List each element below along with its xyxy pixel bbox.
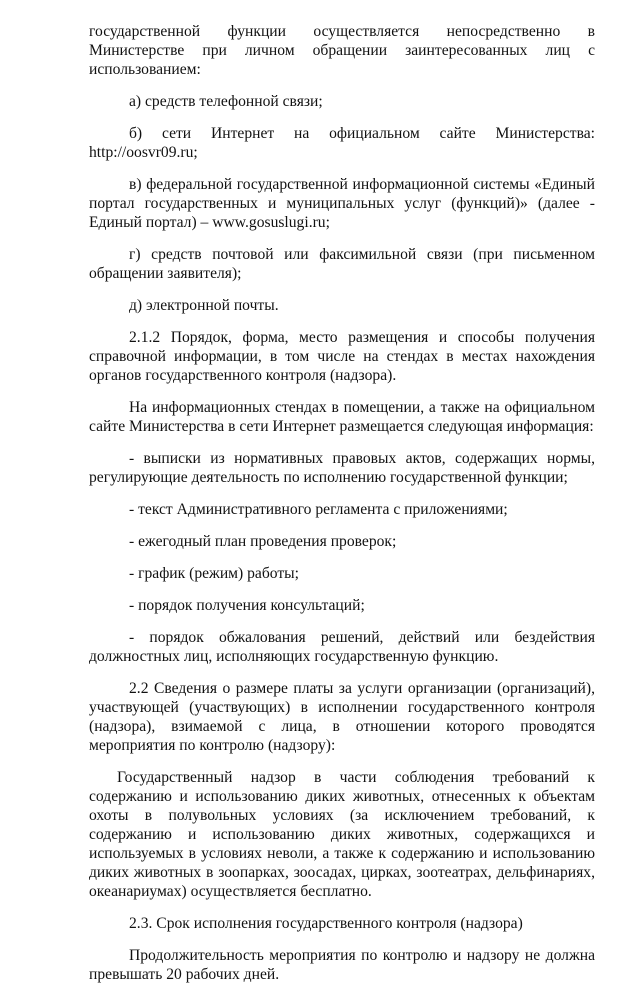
list-item-v: в) федеральной государственной информационной системы «Единый портал государственных и муниципальных услуг (функций)» (далее - Единый портал) – www.gosuslugi.ru; <box>89 176 595 231</box>
paragraph-stands-info: На информационных стендах в помещении, а также на официальном сайте Министерства в сети Интернет размещается следующая информация: <box>89 399 595 435</box>
list-item-a: а) средств телефонной связи; <box>129 93 323 110</box>
info-item-annual-plan: - ежегодный план проведения проверок; <box>129 533 397 550</box>
list-item-d: д) электронной почты. <box>129 297 279 314</box>
info-item-appeal: - порядок обжалования решений, действий или бездействия должностных лиц, исполняющих государственную функцию. <box>89 629 595 665</box>
paragraph-intro: государственной функции осуществляется непосредственно в Министерстве при личном обращении заинтересованных лиц с использованием: <box>89 23 595 78</box>
paragraph-free-supervision: Государственный надзор в части соблюдения требований к содержанию и использованию диких животных, отнесенных к объектам охоты в полувольных условиях (за исключением требований, к содержанию и использованию диких животных, содержащихся и используемых в условиях неволи, а также к содержанию и использованию диких животных в зоопарках, зоосадах, цирках, зоотеатрах, дельфинариях, океанариумах) осуществляется бесплатно. <box>89 769 595 900</box>
info-item-excerpts: - выписки из нормативных правовых актов, содержащих нормы, регулирующие деятельность по исполнению государственной функции; <box>89 450 595 486</box>
paragraph-duration: Продолжительность мероприятия по контролю и надзору не должна превышать 20 рабочих дней. <box>89 947 595 983</box>
list-item-g: г) средств почтовой или факсимильной связи (при письменном обращении заявителя); <box>89 246 595 282</box>
info-item-schedule: - график (режим) работы; <box>129 565 299 582</box>
info-item-consultations: - порядок получения консультаций; <box>129 597 365 614</box>
list-item-b: б) сети Интернет на официальном сайте Министерства: http://oosvr09.ru; <box>89 125 595 161</box>
section-2-3: 2.3. Срок исполнения государственного контроля (надзора) <box>129 915 523 932</box>
section-2-1-2: 2.1.2 Порядок, форма, место размещения и способы получения справочной информации, в том числе на стендах в местах нахождения органов государственного контроля (надзора). <box>89 329 595 384</box>
document-page <box>89 22 595 984</box>
section-2-2: 2.2 Сведения о размере платы за услуги организации (организаций), участвующей (участвующих) в исполнении государственного контроля (надзора), взимаемой с лица, в отношении которого проводятся мероприятия по контролю (надзору): <box>89 680 595 754</box>
info-item-regulation-text: - текст Административного регламента с приложениями; <box>129 501 508 518</box>
